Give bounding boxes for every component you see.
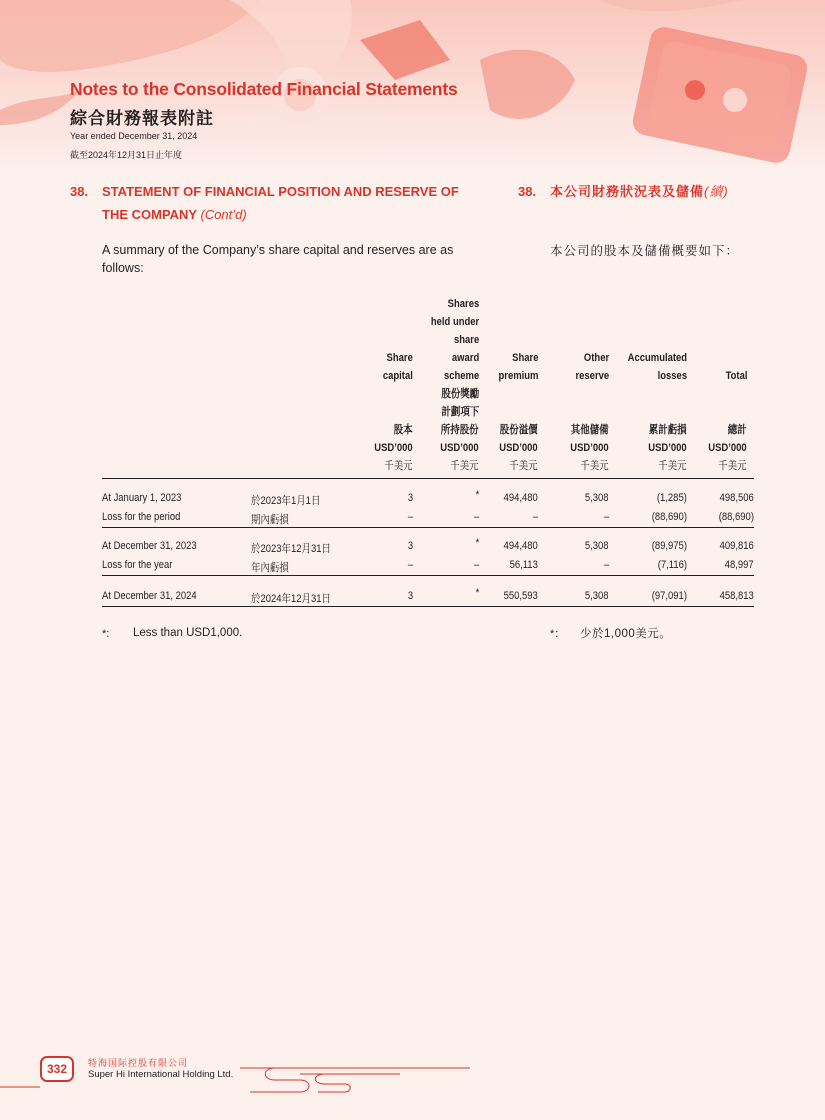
period-en: Year ended December 31, 2024 — [70, 131, 198, 141]
table-cell: 3 — [407, 540, 413, 552]
row-label-en: Loss for the year — [102, 559, 173, 571]
table-cell: 5,308 — [585, 590, 609, 602]
col-header-cn: 累計虧損 — [649, 424, 687, 436]
table-cell: 409,816 — [719, 540, 754, 552]
page-number: 332 — [40, 1056, 74, 1082]
section-title-line2-text: THE COMPANY — [102, 207, 197, 222]
col-header-line: Share — [511, 352, 538, 364]
col-header-line: held under — [430, 316, 479, 328]
col-unit-cn: 千美元 — [384, 460, 413, 472]
col-share-capital-header — [383, 349, 413, 385]
table-cell: 5,308 — [585, 492, 609, 504]
col-other-reserve-units — [571, 421, 609, 475]
table-cell: (1,285) — [657, 492, 687, 504]
row-label-en: Loss for the period — [102, 511, 181, 523]
table-cell: – — [532, 511, 538, 523]
section-number-cn: 38. — [518, 184, 537, 199]
col-unit: USD’000 — [648, 442, 687, 454]
col-unit: USD’000 — [499, 442, 538, 454]
table-cell: 56,113 — [509, 559, 538, 571]
col-header-line: Other — [583, 352, 609, 364]
page-title-cn: 綜合財務報表附註 — [70, 109, 214, 128]
col-unit-cn: 千美元 — [580, 460, 609, 472]
table-cell: (7,116) — [657, 559, 687, 571]
col-accumulated-losses-header — [628, 349, 687, 385]
table-cell: (89,975) — [651, 540, 687, 552]
table-cell: 3 — [407, 590, 413, 602]
col-header-line: scheme — [443, 370, 479, 382]
table-cell: 3 — [407, 492, 413, 504]
table-cell: 48,997 — [725, 559, 754, 571]
col-total-header — [725, 367, 747, 385]
col-shares-held-units — [441, 421, 479, 475]
table-header-rule — [102, 478, 754, 479]
table-cell: 550,593 — [503, 590, 538, 602]
period-cn: 截至2024年12月31日止年度 — [70, 150, 183, 160]
table-rule — [102, 527, 754, 528]
col-header-line: reserve — [575, 370, 609, 382]
col-accumulated-losses-units — [649, 421, 687, 475]
section-title-cn-text: 本公司財務狀況表及儲備 — [550, 184, 705, 199]
col-header-line: Accumulated — [627, 352, 687, 364]
col-unit-cn: 千美元 — [450, 460, 479, 472]
summary-cn: 本公司的股本及儲備概要如下： — [550, 244, 740, 258]
col-header-line-cn: 計劃項下 — [441, 406, 479, 418]
col-header-cn: 股本 — [394, 424, 413, 436]
company-name-cn: 特海国际控股有限公司 — [88, 1058, 189, 1068]
row-label-en: At December 31, 2023 — [102, 540, 197, 552]
section-title-en — [102, 180, 497, 226]
table-cell: (88,690) — [651, 511, 687, 523]
row-label-cn: 於2023年12月31日 — [251, 543, 331, 555]
table-cell: (88,690) — [718, 511, 754, 523]
col-header-line-cn: 股份獎勵 — [441, 388, 479, 400]
col-header-line: losses — [657, 370, 687, 382]
col-share-capital-units — [375, 421, 413, 475]
table-cell: * — [475, 587, 479, 599]
table-cell: – — [407, 511, 413, 523]
col-header-cn: 其他儲備 — [571, 424, 609, 436]
col-total-units — [709, 421, 747, 475]
col-share-premium-header — [498, 349, 538, 385]
col-header-cn: 所持股份 — [441, 424, 479, 436]
summary-en: A summary of the Company’s share capital and reserves are as follows: — [102, 243, 454, 275]
col-unit-cn: 千美元 — [509, 460, 538, 472]
col-shares-held-header — [431, 295, 479, 421]
col-other-reserve-header — [575, 349, 609, 385]
table-cell: 494,480 — [503, 540, 538, 552]
col-unit-cn: 千美元 — [718, 460, 747, 472]
col-header-line: award — [451, 352, 479, 364]
footnote-mark-en: *: — [102, 628, 110, 640]
section-contd-cn: (續) — [704, 184, 729, 199]
section-contd-en: (Cont’d) — [200, 207, 247, 222]
section-number: 38. — [70, 184, 89, 199]
table-cell: – — [603, 559, 609, 571]
row-label-cn: 於2023年1月1日 — [251, 495, 321, 507]
section-title-cn — [550, 180, 729, 203]
col-header-cn: 股份溢價 — [500, 424, 538, 436]
page-title: Notes to the Consolidated Financial Statements — [70, 79, 458, 99]
row-label-en: At January 1, 2023 — [102, 492, 182, 504]
col-header-line: share — [453, 334, 479, 346]
table-cell: * — [475, 489, 479, 501]
table-cell: – — [473, 559, 479, 571]
table-cell: 458,813 — [719, 590, 754, 602]
col-share-premium-units — [500, 421, 538, 475]
col-header-line: Share — [386, 352, 413, 364]
col-unit: USD’000 — [570, 442, 609, 454]
table-bottom-rule — [102, 606, 754, 607]
footnote-text-cn: 少於1,000美元。 — [580, 628, 672, 640]
table-cell: – — [473, 511, 479, 523]
table-cell: (97,091) — [651, 590, 687, 602]
company-name-en: Super Hi International Holding Ltd. — [88, 1069, 234, 1080]
col-unit-cn: 千美元 — [658, 460, 687, 472]
footnote-text-en: Less than USD1,000. — [133, 627, 243, 639]
row-label-en: At December 31, 2024 — [102, 590, 197, 602]
section-title-line2 — [102, 203, 497, 226]
col-unit: USD’000 — [708, 442, 747, 454]
col-header-line: Total — [725, 370, 747, 382]
table-cell: 498,506 — [719, 492, 754, 504]
footnote-mark-cn: *： — [550, 628, 566, 640]
table-rule — [102, 575, 754, 576]
row-label-cn: 於2024年12月31日 — [251, 593, 331, 605]
col-header-cn: 總計 — [728, 424, 747, 436]
section-title-line1: STATEMENT OF FINANCIAL POSITION AND RESERVE OF — [102, 184, 459, 199]
table-cell: * — [475, 537, 479, 549]
table-cell: 5,308 — [585, 540, 609, 552]
row-label-cn: 年內虧損 — [251, 562, 289, 574]
col-header-line: Shares — [447, 298, 479, 310]
table-cell: – — [603, 511, 609, 523]
col-unit: USD’000 — [374, 442, 413, 454]
col-unit: USD’000 — [440, 442, 479, 454]
col-header-line: capital — [383, 370, 413, 382]
col-header-line: premium — [498, 370, 538, 382]
table-cell: – — [407, 559, 413, 571]
row-label-cn: 期內虧損 — [251, 514, 289, 526]
table-cell: 494,480 — [503, 492, 538, 504]
